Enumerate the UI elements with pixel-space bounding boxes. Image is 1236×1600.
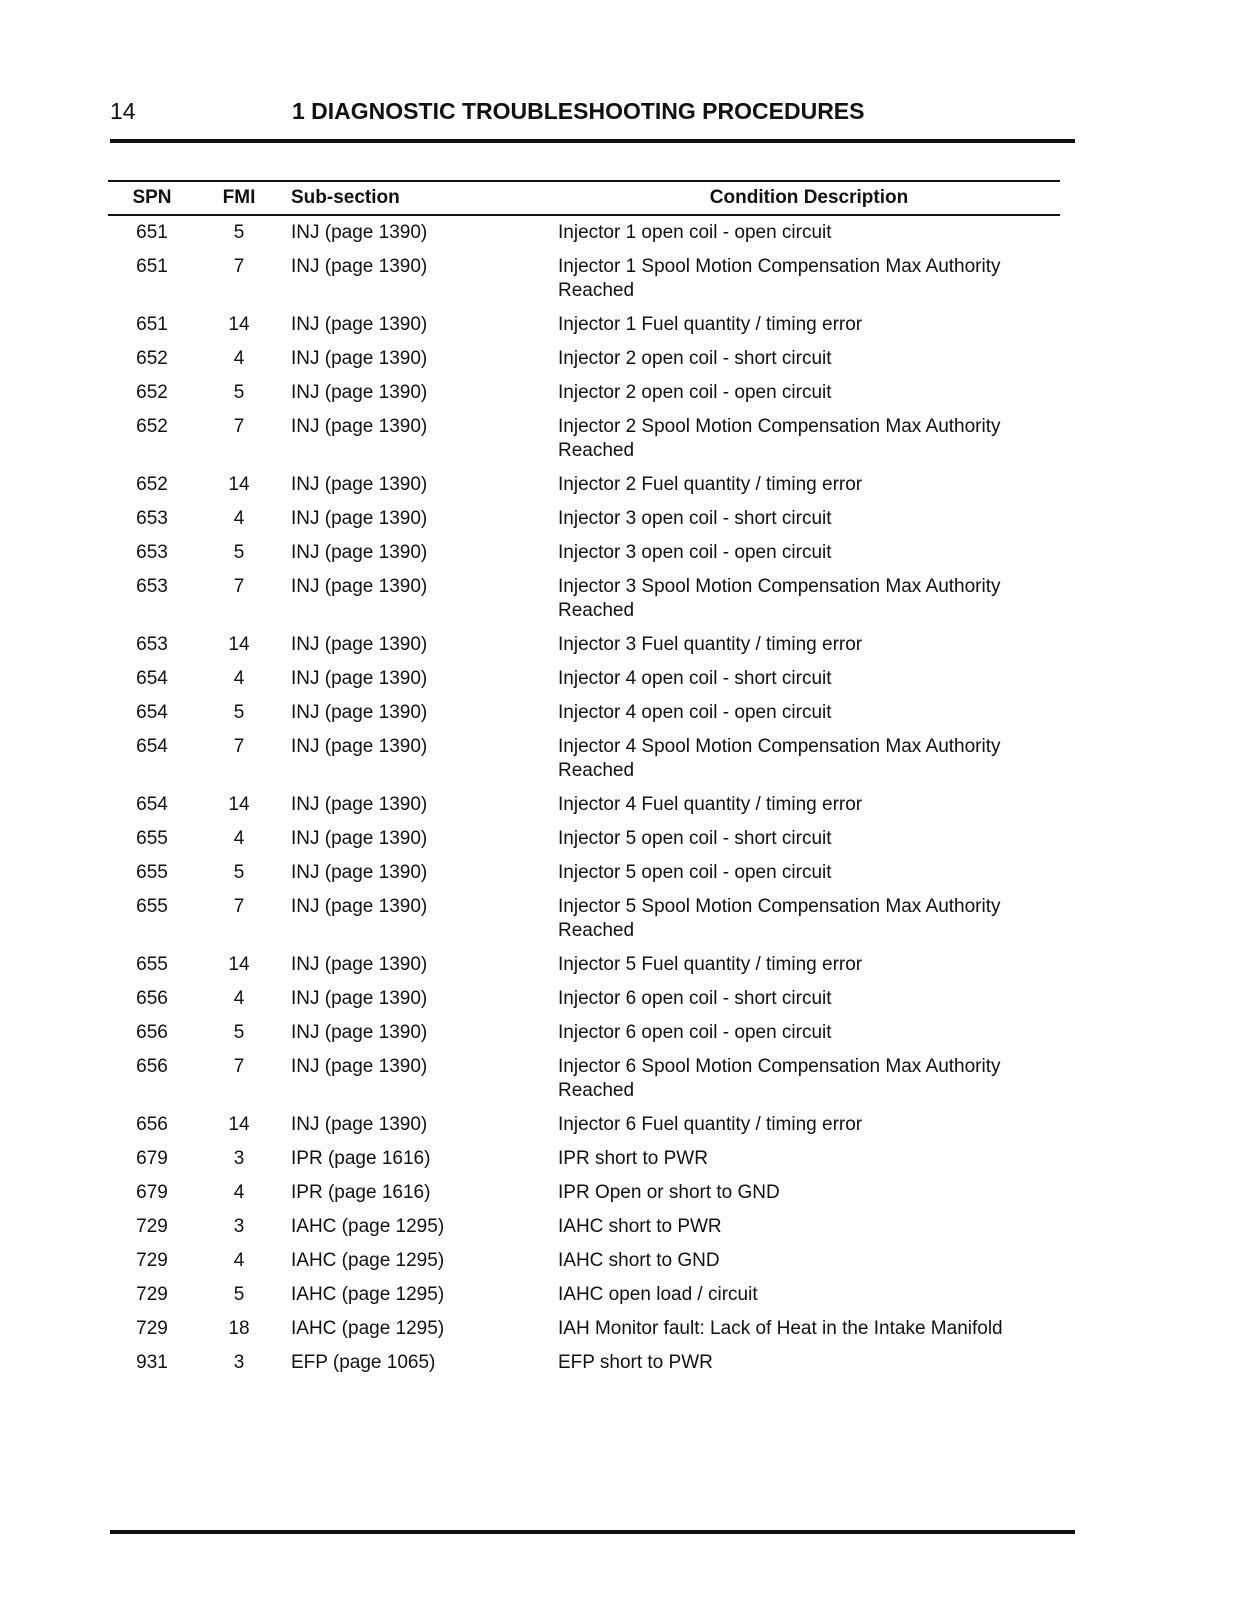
- subsection-cell: IAHC (page 1295): [291, 1284, 445, 1305]
- table-row: [108, 1312, 1060, 1346]
- table-row: [108, 1278, 1060, 1312]
- table-row: [108, 308, 1060, 342]
- fmi-cell: 7: [233, 896, 245, 917]
- condition-cell: Injector 1 Fuel quantity / timing error: [558, 314, 863, 335]
- table-header: [108, 182, 1060, 216]
- condition-cell: IAH Monitor fault: Lack of Heat in the Intake Manifold: [558, 1318, 1003, 1339]
- subsection-cell: INJ (page 1390): [291, 828, 428, 849]
- condition-cell: Injector 3 Fuel quantity / timing error: [558, 634, 863, 655]
- table-row: [108, 570, 1060, 628]
- condition-cell: Injector 5 open coil - open circuit: [558, 862, 832, 883]
- condition-cell: Injector 1 open coil - open circuit: [558, 222, 832, 243]
- subsection-cell: IPR (page 1616): [291, 1182, 431, 1203]
- fmi-cell: 5: [233, 862, 245, 883]
- fmi-cell: 4: [233, 988, 245, 1009]
- fmi-cell: 7: [233, 736, 245, 757]
- subsection-cell: EFP (page 1065): [291, 1352, 436, 1373]
- subsection-cell: INJ (page 1390): [291, 668, 428, 689]
- spn-cell: 653: [136, 576, 168, 597]
- fmi-cell: 4: [233, 1250, 245, 1271]
- fmi-cell: 7: [233, 1056, 245, 1077]
- table-row: [108, 662, 1060, 696]
- fmi-cell: 7: [233, 416, 245, 437]
- table-row: [108, 1244, 1060, 1278]
- fmi-cell: 4: [233, 508, 245, 529]
- condition-cell: EFP short to PWR: [558, 1352, 713, 1373]
- subsection-cell: INJ (page 1390): [291, 954, 428, 975]
- table-row: [108, 376, 1060, 410]
- spn-cell: 931: [136, 1352, 168, 1373]
- subsection-cell: IAHC (page 1295): [291, 1318, 445, 1339]
- condition-cell: Injector 2 Fuel quantity / timing error: [558, 474, 863, 495]
- table-row: [108, 1016, 1060, 1050]
- table-row: [108, 1050, 1060, 1108]
- condition-cell: Injector 4 Fuel quantity / timing error: [558, 794, 863, 815]
- condition-cell: Injector 4 Spool Motion Compensation Max Authority Reached: [558, 736, 1001, 781]
- fmi-cell: 4: [233, 1182, 245, 1203]
- spn-cell: 651: [136, 222, 168, 243]
- condition-cell: Injector 3 open coil - short circuit: [558, 508, 832, 529]
- fmi-cell: 4: [233, 668, 245, 689]
- fmi-cell: 18: [228, 1318, 250, 1339]
- page-title: 1 DIAGNOSTIC TROUBLESHOOTING PROCEDURES: [292, 98, 865, 124]
- subsection-cell: INJ (page 1390): [291, 222, 428, 243]
- table-row: [108, 468, 1060, 502]
- column-header-subsection: Sub-section: [291, 187, 400, 208]
- subsection-cell: INJ (page 1390): [291, 576, 428, 597]
- spn-cell: 652: [136, 348, 168, 369]
- subsection-cell: IAHC (page 1295): [291, 1250, 445, 1271]
- subsection-cell: INJ (page 1390): [291, 702, 428, 723]
- condition-cell: IAHC open load / circuit: [558, 1284, 758, 1305]
- subsection-cell: INJ (page 1390): [291, 348, 428, 369]
- spn-cell: 679: [136, 1148, 168, 1169]
- table-row: [108, 890, 1060, 948]
- subsection-cell: INJ (page 1390): [291, 634, 428, 655]
- subsection-cell: INJ (page 1390): [291, 862, 428, 883]
- fmi-cell: 7: [233, 576, 245, 597]
- fmi-cell: 3: [233, 1216, 245, 1237]
- table-row: [108, 1210, 1060, 1244]
- fmi-cell: 3: [233, 1352, 245, 1373]
- spn-cell: 651: [136, 314, 168, 335]
- spn-cell: 653: [136, 508, 168, 529]
- table-row: [108, 628, 1060, 662]
- spn-cell: 654: [136, 702, 168, 723]
- table-row: [108, 696, 1060, 730]
- spn-cell: 729: [136, 1318, 168, 1339]
- spn-cell: 656: [136, 1114, 168, 1135]
- spn-cell: 651: [136, 256, 168, 277]
- subsection-cell: INJ (page 1390): [291, 736, 428, 757]
- column-header-fmi: FMI: [222, 187, 256, 208]
- condition-cell: Injector 5 open coil - short circuit: [558, 828, 832, 849]
- table-row: [108, 342, 1060, 376]
- table-row: [108, 1142, 1060, 1176]
- fmi-cell: 14: [228, 314, 250, 335]
- subsection-cell: INJ (page 1390): [291, 416, 428, 437]
- condition-cell: Injector 5 Spool Motion Compensation Max Authority Reached: [558, 896, 1001, 941]
- table-row: [108, 216, 1060, 250]
- fmi-cell: 5: [233, 702, 245, 723]
- spn-cell: 654: [136, 668, 168, 689]
- table-body: [108, 216, 1060, 1380]
- spn-cell: 652: [136, 382, 168, 403]
- spn-cell: 656: [136, 988, 168, 1009]
- table-row: [108, 982, 1060, 1016]
- spn-cell: 729: [136, 1250, 168, 1271]
- subsection-cell: INJ (page 1390): [291, 256, 428, 277]
- subsection-cell: INJ (page 1390): [291, 382, 428, 403]
- condition-cell: Injector 3 open coil - open circuit: [558, 542, 832, 563]
- condition-cell: Injector 6 Fuel quantity / timing error: [558, 1114, 863, 1135]
- condition-cell: Injector 1 Spool Motion Compensation Max Authority Reached: [558, 256, 1001, 301]
- condition-cell: IPR short to PWR: [558, 1148, 708, 1169]
- spn-cell: 655: [136, 862, 168, 883]
- table-row: [108, 856, 1060, 890]
- condition-cell: IAHC short to GND: [558, 1250, 720, 1271]
- spn-cell: 655: [136, 828, 168, 849]
- spn-cell: 656: [136, 1056, 168, 1077]
- condition-cell: Injector 2 open coil - open circuit: [558, 382, 832, 403]
- spn-cell: 654: [136, 736, 168, 757]
- spn-cell: 679: [136, 1182, 168, 1203]
- spn-cell: 652: [136, 416, 168, 437]
- fmi-cell: 14: [228, 1114, 250, 1135]
- table-row: [108, 1346, 1060, 1380]
- subsection-cell: INJ (page 1390): [291, 896, 428, 917]
- condition-cell: IPR Open or short to GND: [558, 1182, 780, 1203]
- footer-rule: [110, 1530, 1075, 1534]
- fmi-cell: 5: [233, 1284, 245, 1305]
- condition-cell: Injector 3 Spool Motion Compensation Max Authority Reached: [558, 576, 1001, 621]
- condition-cell: Injector 2 Spool Motion Compensation Max Authority Reached: [558, 416, 1001, 461]
- fmi-cell: 5: [233, 1022, 245, 1043]
- table-row: [108, 1176, 1060, 1210]
- fmi-cell: 5: [233, 382, 245, 403]
- fmi-cell: 4: [233, 348, 245, 369]
- spn-cell: 654: [136, 794, 168, 815]
- table-row: [108, 250, 1060, 308]
- subsection-cell: IPR (page 1616): [291, 1148, 431, 1169]
- spn-cell: 652: [136, 474, 168, 495]
- spn-cell: 655: [136, 954, 168, 975]
- fmi-cell: 3: [233, 1148, 245, 1169]
- subsection-cell: IAHC (page 1295): [291, 1216, 445, 1237]
- fmi-cell: 14: [228, 474, 250, 495]
- fmi-cell: 14: [228, 634, 250, 655]
- subsection-cell: INJ (page 1390): [291, 1114, 428, 1135]
- column-header-spn: SPN: [132, 187, 172, 208]
- condition-cell: Injector 5 Fuel quantity / timing error: [558, 954, 863, 975]
- spn-cell: 655: [136, 896, 168, 917]
- spn-cell: 729: [136, 1284, 168, 1305]
- fmi-cell: 5: [233, 222, 245, 243]
- subsection-cell: INJ (page 1390): [291, 794, 428, 815]
- table-row: [108, 948, 1060, 982]
- table-row: [108, 410, 1060, 468]
- condition-cell: Injector 6 open coil - open circuit: [558, 1022, 832, 1043]
- condition-cell: IAHC short to PWR: [558, 1216, 722, 1237]
- fmi-cell: 14: [228, 954, 250, 975]
- spn-cell: 729: [136, 1216, 168, 1237]
- table-row: [108, 730, 1060, 788]
- condition-cell: Injector 6 open coil - short circuit: [558, 988, 832, 1009]
- condition-cell: Injector 4 open coil - short circuit: [558, 668, 832, 689]
- subsection-cell: INJ (page 1390): [291, 474, 428, 495]
- subsection-cell: INJ (page 1390): [291, 314, 428, 335]
- fmi-cell: 14: [228, 794, 250, 815]
- table-row: [108, 502, 1060, 536]
- column-header-condition: Condition Description: [709, 187, 909, 208]
- table-row: [108, 1108, 1060, 1142]
- table-row: [108, 788, 1060, 822]
- condition-cell: Injector 6 Spool Motion Compensation Max Authority Reached: [558, 1056, 1001, 1101]
- spn-cell: 653: [136, 634, 168, 655]
- condition-cell: Injector 4 open coil - open circuit: [558, 702, 832, 723]
- subsection-cell: INJ (page 1390): [291, 1056, 428, 1077]
- subsection-cell: INJ (page 1390): [291, 542, 428, 563]
- dtc-table: [108, 180, 1060, 1380]
- fmi-cell: 5: [233, 542, 245, 563]
- subsection-cell: INJ (page 1390): [291, 508, 428, 529]
- fmi-cell: 4: [233, 828, 245, 849]
- table-row: [108, 822, 1060, 856]
- spn-cell: 653: [136, 542, 168, 563]
- table-row: [108, 536, 1060, 570]
- subsection-cell: INJ (page 1390): [291, 1022, 428, 1043]
- spn-cell: 656: [136, 1022, 168, 1043]
- condition-cell: Injector 2 open coil - short circuit: [558, 348, 832, 369]
- page-number: 14: [110, 98, 136, 124]
- header-rule: [110, 139, 1075, 143]
- subsection-cell: INJ (page 1390): [291, 988, 428, 1009]
- fmi-cell: 7: [233, 256, 245, 277]
